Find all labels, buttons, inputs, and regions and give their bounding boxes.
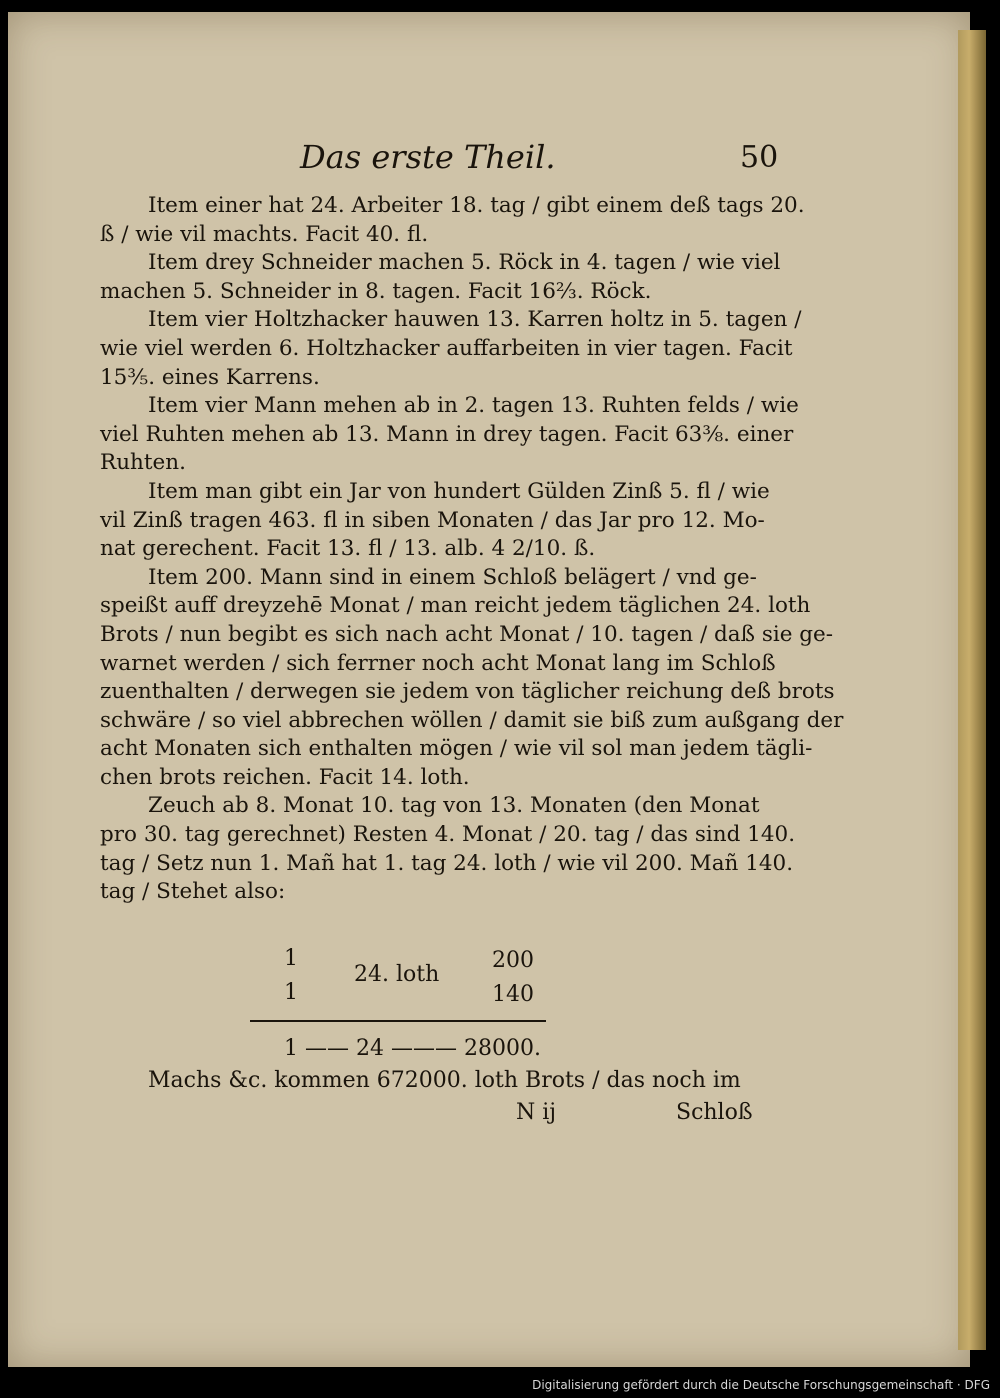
text-line: viel Ruhten mehen ab 13. Mann in drey tagen. Facit 63⅜. einer	[100, 421, 794, 447]
text-line: Item man gibt ein Jar von hundert Gülden Zinß 5. fl / wie	[148, 478, 770, 504]
text-line: Item vier Holtzhacker hauwen 13. Karren holtz in 5. tagen /	[148, 307, 802, 333]
body-text	[100, 192, 844, 907]
catchword: Schloß	[676, 1100, 753, 1125]
text-line: Zeuch ab 8. Monat 10. tag von 13. Monaten (den Monat	[148, 793, 760, 819]
text-line: nat gerechent. Facit 13. fl / 13. alb. 4 2/10. ß.	[100, 536, 596, 562]
text-line: zuenthalten / derwegen sie jedem von täglicher reichung deß brots	[100, 679, 835, 705]
text-line: Item vier Mann mehen ab in 2. tagen 13. Ruhten felds / wie	[148, 393, 799, 419]
text-line: Item einer hat 24. Arbeiter 18. tag / gibt einem deß tags 20.	[148, 193, 805, 218]
last-line: Machs &c. kommen 672000. loth Brots / das noch im	[148, 1068, 741, 1093]
text-line: 15⅗. eines Karrens.	[100, 364, 320, 390]
text-line: chen brots reichen. Facit 14. loth.	[100, 764, 470, 790]
calc-row2-left: 1	[284, 980, 298, 1005]
text-line: Brots / nun begibt es sich nach acht Monat / 10. tagen / daß sie ge-	[100, 621, 834, 647]
text-line: pro 30. tag gerechnet) Resten 4. Monat / 20. tag / das sind 140.	[100, 822, 796, 848]
text-line: vil Zinß tragen 463. fl in siben Monaten / das Jar pro 12. Mo-	[100, 507, 765, 533]
text-line: acht Monaten sich enthalten mögen / wie vil sol man jedem tägli-	[100, 736, 813, 762]
text-line: machen 5. Schneider in 8. tagen. Facit 16⅔. Röck.	[100, 278, 652, 304]
page-header	[300, 138, 780, 186]
text-line: tag / Stehet also:	[100, 879, 286, 905]
text-line: Item 200. Mann sind in einem Schloß belägert / vnd ge-	[148, 564, 757, 590]
page-edge	[958, 30, 986, 1350]
calc-row1-right: 200	[492, 948, 534, 973]
text-line: ß / wie vil machts. Facit 40. fl.	[100, 221, 429, 247]
text-line: speißt auff dreyzehē Monat / man reicht jedem täglichen 24. loth	[100, 593, 811, 619]
calc-result: 1 —— 24 ——— 28000.	[284, 1036, 541, 1061]
running-title: Das erste Theil.	[300, 138, 556, 176]
text-line: Item drey Schneider machen 5. Röck in 4. tagen / wie viel	[148, 250, 781, 276]
text-line: schwäre / so viel abbrechen wöllen / damit sie biß zum außgang der	[100, 707, 844, 733]
folio-number: 50	[740, 140, 779, 175]
text-line: tag / Setz nun 1. Mañ hat 1. tag 24. loth / wie vil 200. Mañ 140.	[100, 850, 794, 876]
text-line: Ruhten.	[100, 450, 186, 476]
calc-row2-right: 140	[492, 982, 534, 1007]
signature-mark: N ij	[516, 1100, 557, 1125]
calc-middle: 24. loth	[354, 962, 440, 987]
text-line: warnet werden / sich ferrner noch acht Monat lang im Schloß	[100, 650, 776, 676]
calc-rule	[250, 1020, 546, 1022]
calc-row1-left: 1	[284, 946, 298, 971]
text-line: wie viel werden 6. Holtzhacker auffarbeiten in vier tagen. Facit	[100, 335, 793, 361]
digitization-credit: Digitalisierung gefördert durch die Deutsche Forschungsgemeinschaft · DFG	[532, 1378, 990, 1392]
